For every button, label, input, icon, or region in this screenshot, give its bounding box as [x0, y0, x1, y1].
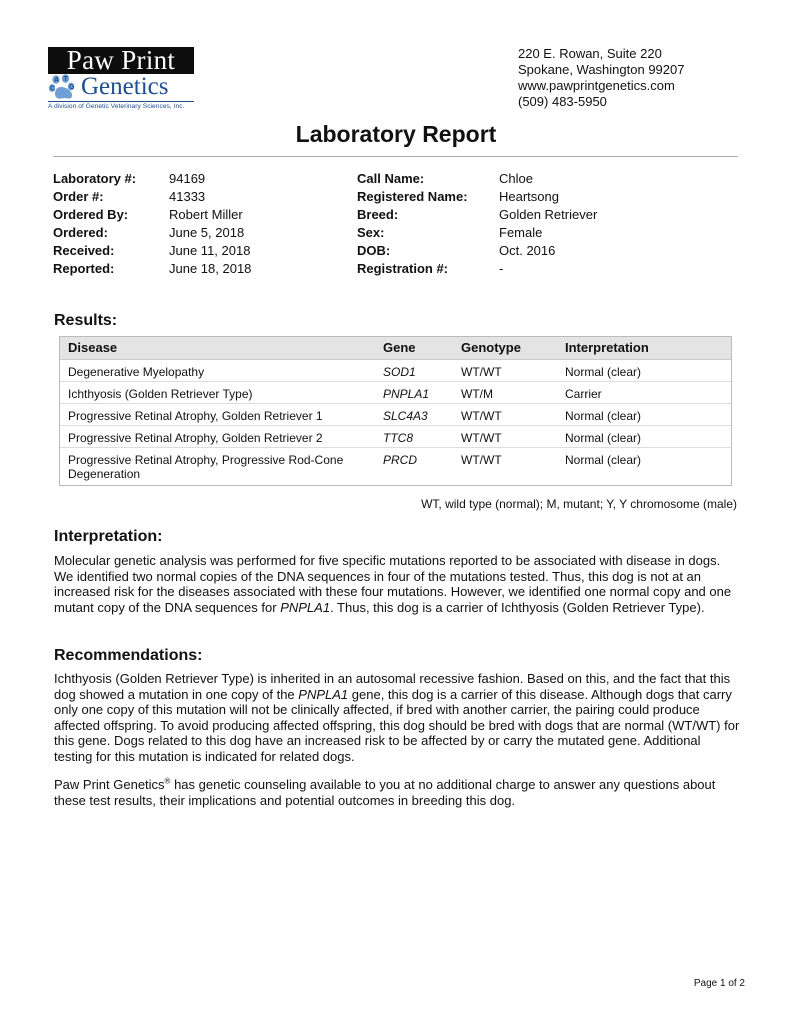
info-value: 94169	[169, 171, 206, 186]
cell-gene: SOD1	[383, 365, 416, 379]
svg-text:A: A	[54, 77, 60, 84]
info-row	[357, 188, 597, 206]
cell-genotype: WT/WT	[461, 431, 502, 445]
table-row	[60, 448, 731, 485]
interpretation-heading: Interpretation:	[54, 528, 163, 545]
logo-subtitle: A division of Genetic Veterinary Sciences, Inc.	[48, 101, 194, 110]
address-website: www.pawprintgenetics.com	[518, 78, 675, 93]
info-label: Ordered By:	[53, 207, 129, 222]
info-value: Heartsong	[499, 189, 559, 204]
info-row	[357, 242, 597, 260]
info-label: Breed:	[357, 207, 399, 222]
info-value: June 11, 2018	[169, 243, 251, 258]
cell-interpretation: Carrier	[565, 387, 602, 401]
cell-interpretation: Normal (clear)	[565, 365, 642, 379]
cell-disease: Progressive Retinal Atrophy, Golden Retriever 2	[68, 431, 323, 445]
info-row	[53, 224, 251, 242]
cell-gene: TTC8	[383, 431, 413, 445]
cell-gene: PRCD	[383, 453, 418, 467]
company-address	[518, 46, 684, 110]
cell-gene: SLC4A3	[383, 409, 428, 423]
cell-genotype: WT/M	[461, 387, 493, 401]
info-row	[53, 242, 251, 260]
info-value: Robert Miller	[169, 207, 243, 222]
page-number: Page 1 of 2	[693, 978, 745, 989]
column-header-interpretation: Interpretation	[565, 340, 649, 355]
info-value: Chloe	[499, 171, 533, 186]
logo-genetics-text: Genetics	[81, 73, 169, 100]
paw-print-icon	[48, 74, 82, 102]
genotype-legend: WT, wild type (normal); M, mutant; Y, Y chromosome (male)	[421, 497, 737, 511]
cell-interpretation: Normal (clear)	[565, 453, 642, 467]
address-phone: (509) 483-5950	[518, 94, 607, 109]
info-row	[53, 260, 251, 278]
info-label: Order #:	[53, 189, 104, 204]
recommendations-gene: PNPLA1	[298, 686, 349, 702]
info-label: DOB:	[357, 243, 391, 258]
cell-interpretation: Normal (clear)	[565, 409, 642, 423]
info-row	[357, 224, 597, 242]
results-heading: Results:	[54, 312, 118, 329]
info-value: Oct. 2016	[499, 243, 556, 258]
table-row	[60, 426, 731, 448]
address-city: Spokane, Washington 99207	[518, 62, 685, 77]
info-value: June 18, 2018	[169, 261, 252, 276]
recommendations-heading: Recommendations:	[54, 647, 203, 664]
info-value: -	[499, 261, 504, 276]
column-header-gene: Gene	[383, 340, 416, 355]
cell-genotype: WT/WT	[461, 409, 502, 423]
cell-genotype: WT/WT	[461, 453, 502, 467]
column-header-disease: Disease	[68, 340, 118, 355]
info-row	[53, 206, 251, 224]
recommendations-text-b: gene, this dog is a carrier of this disease. Although dogs that carry only one copy of this mutation will not be clinically affected, if bred with another carrier, the pairing could produce affected offspring. To avoid producing affected offspring, this dog should be bred with dogs that are normal (WT/WT) for this gene. Dogs related to this dog have an increased risk to be affected by or carry the mutated gene. Additional testing for this mutation is indicated for related dogs.	[54, 686, 740, 764]
info-label: Call Name:	[357, 171, 425, 186]
table-row	[60, 382, 731, 404]
counseling-paragraph	[54, 777, 740, 808]
interpretation-paragraph	[54, 553, 740, 615]
counseling-text: has genetic counseling available to you at no additional charge to answer any questions about these test results, their implications and potential outcomes in breeding this dog.	[54, 777, 716, 808]
cell-disease: Progressive Retinal Atrophy, Golden Retriever 1	[68, 409, 323, 423]
svg-text:T: T	[63, 76, 68, 83]
recommendations-text-a: Ichthyosis (Golden Retriever Type) is inherited in an autosomal recessive fashion. Based on this, and the fact that this dog showed a mutation in one copy of the	[54, 671, 731, 702]
info-value: Golden Retriever	[499, 207, 598, 222]
interpretation-text-b: . Thus, this dog is a carrier of Ichthyosis (Golden Retriever Type).	[330, 599, 705, 615]
registered-mark: ®	[164, 776, 171, 786]
info-row	[357, 206, 597, 224]
info-label: Sex:	[357, 225, 385, 240]
cell-genotype: WT/WT	[461, 365, 502, 379]
company-logo	[48, 47, 194, 110]
interpretation-text-a: Molecular genetic analysis was performed for five specific mutations reported to be associated with disease in dogs. We identified two normal copies of the DNA sequences in four of the mutations tested. Thus, this dog is not at an increased risk for the diseases associated with these four mutations. However, we identified one normal copy and one mutant copy of the DNA sequences for	[54, 553, 732, 615]
interpretation-gene: PNPLA1	[280, 599, 331, 615]
column-header-genotype: Genotype	[461, 340, 521, 355]
cell-gene: PNPLA1	[383, 387, 430, 401]
title-divider	[53, 156, 738, 157]
info-label: Ordered:	[53, 225, 108, 240]
report-title: Laboratory Report	[295, 121, 497, 147]
info-row	[357, 260, 597, 278]
counseling-brand: Paw Print Genetics	[54, 777, 165, 792]
cell-disease: Ichthyosis (Golden Retriever Type)	[68, 387, 253, 401]
info-label: Registration #:	[357, 261, 449, 276]
info-row	[53, 188, 251, 206]
info-label: Received:	[53, 243, 115, 258]
cell-interpretation: Normal (clear)	[565, 431, 642, 445]
logo-paw-print-text: Paw Print	[48, 47, 194, 74]
svg-text:C: C	[50, 85, 56, 93]
info-label: Registered Name:	[357, 189, 468, 204]
dog-info	[357, 170, 597, 278]
recommendations-paragraph	[54, 671, 740, 765]
info-value: June 5, 2018	[169, 225, 245, 240]
info-row	[53, 170, 251, 188]
cell-disease: Degenerative Myelopathy	[68, 365, 205, 379]
table-row	[60, 404, 731, 426]
address-street: 220 E. Rowan, Suite 220	[518, 46, 662, 61]
info-row	[357, 170, 597, 188]
cell-disease: Progressive Retinal Atrophy, Progressive Rod-Cone Degeneration	[68, 453, 344, 481]
info-label: Laboratory #:	[53, 171, 137, 186]
info-value: 41333	[169, 189, 206, 204]
info-label: Reported:	[53, 261, 115, 276]
order-info	[53, 170, 251, 278]
results-table-header	[60, 337, 731, 360]
info-value: Female	[499, 225, 543, 240]
results-table	[59, 336, 732, 486]
table-row	[60, 360, 731, 382]
svg-text:G: G	[69, 84, 75, 91]
